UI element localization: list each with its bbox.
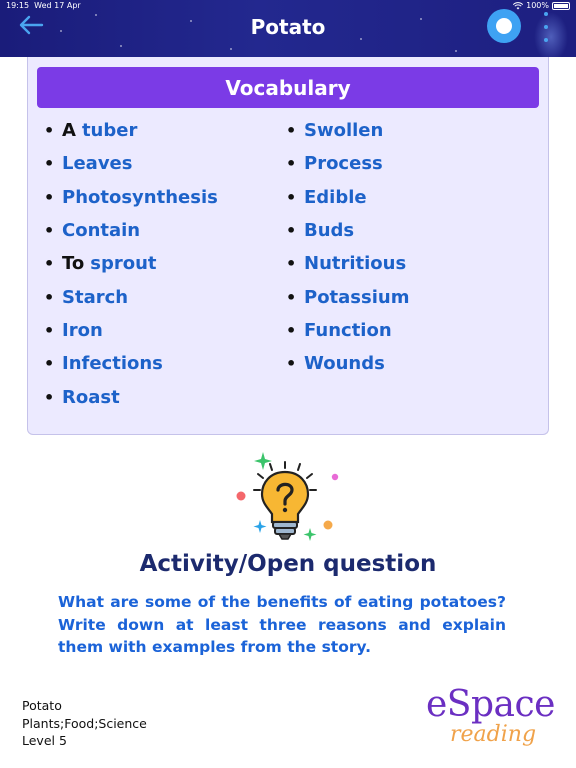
vocabulary-item: [44, 280, 218, 313]
vocabulary-prefix: To: [62, 253, 85, 275]
book-level: Level 5: [22, 733, 67, 748]
vocabulary-item: [44, 314, 218, 347]
vocabulary-item: [286, 214, 409, 247]
bullet-icon: •: [286, 254, 297, 274]
bullet-icon: •: [286, 287, 297, 307]
book-title: Potato: [22, 698, 62, 713]
bullet-icon: •: [44, 387, 55, 407]
vocabulary-item: [44, 147, 218, 180]
more-vertical-icon[interactable]: [540, 12, 552, 42]
status-bar: [0, 0, 576, 12]
vocabulary-item: [286, 280, 409, 313]
vocabulary-item: [286, 247, 409, 280]
vocabulary-word[interactable]: Starch: [62, 286, 129, 308]
vocabulary-word[interactable]: Contain: [62, 220, 141, 242]
record-icon: [496, 18, 512, 34]
vocabulary-word[interactable]: Swollen: [304, 120, 384, 142]
vocabulary-word[interactable]: Leaves: [62, 153, 133, 175]
lightbulb-question-icon: [230, 448, 350, 548]
bullet-icon: •: [44, 121, 55, 141]
vocabulary-word[interactable]: sprout: [90, 253, 157, 275]
vocabulary-prefix: A: [62, 120, 76, 142]
bullet-icon: •: [286, 320, 297, 340]
record-button[interactable]: [487, 9, 521, 43]
vocabulary-item: [286, 181, 409, 214]
vocabulary-item: [286, 347, 409, 380]
bullet-icon: •: [44, 187, 55, 207]
bullet-icon: •: [44, 254, 55, 274]
vocabulary-word[interactable]: Buds: [304, 220, 355, 242]
vocabulary-item: [44, 247, 218, 280]
vocabulary-item: [44, 380, 218, 413]
vocabulary-word[interactable]: Process: [304, 153, 383, 175]
vocabulary-item: [286, 147, 409, 180]
bullet-icon: •: [44, 154, 55, 174]
bullet-icon: •: [44, 354, 55, 374]
bullet-icon: •: [44, 287, 55, 307]
bullet-icon: •: [286, 221, 297, 241]
vocabulary-item: [44, 114, 218, 147]
bullet-icon: •: [286, 187, 297, 207]
vocabulary-item: [44, 347, 218, 380]
bullet-icon: •: [44, 221, 55, 241]
battery-icon: [552, 2, 570, 10]
vocabulary-word[interactable]: Potassium: [304, 286, 410, 308]
book-categories: Plants;Food;Science: [22, 715, 147, 731]
vocabulary-word[interactable]: Photosynthesis: [62, 186, 218, 208]
battery-percent: 100%: [526, 1, 549, 10]
vocabulary-word[interactable]: Iron: [62, 319, 103, 341]
vocabulary-list-right: [286, 114, 409, 380]
vocabulary-word[interactable]: Infections: [62, 353, 163, 375]
bullet-icon: •: [286, 354, 297, 374]
logo-sub: reading: [450, 722, 537, 747]
wifi-icon: [513, 2, 523, 10]
vocabulary-word[interactable]: Nutritious: [304, 253, 407, 275]
page-title: Potato: [250, 15, 326, 39]
activity-title: Activity/Open question: [139, 551, 437, 577]
vocabulary-list-left: [44, 114, 218, 414]
book-info: [22, 697, 147, 750]
bullet-icon: •: [286, 121, 297, 141]
vocabulary-word[interactable]: Function: [304, 319, 392, 341]
vocabulary-item: [286, 114, 409, 147]
vocabulary-word[interactable]: Wounds: [304, 353, 385, 375]
status-right: [513, 1, 570, 10]
logo-brand: eSpace: [426, 684, 555, 725]
vocabulary-word[interactable]: tuber: [81, 120, 138, 142]
vocabulary-item: [286, 314, 409, 347]
vocabulary-word[interactable]: Edible: [304, 186, 367, 208]
activity-question: What are some of the benefits of eating potatoes? Write down at least three reasons and explain them with examples from the story.: [58, 593, 506, 656]
status-time: 19:15 Wed 17 Apr: [6, 1, 81, 10]
espace-reading-logo: [426, 684, 556, 764]
vocabulary-heading: Vocabulary: [37, 67, 539, 108]
bullet-icon: •: [44, 320, 55, 340]
vocabulary-item: [44, 181, 218, 214]
vocabulary-item: [44, 214, 218, 247]
bullet-icon: •: [286, 154, 297, 174]
top-bar: [0, 0, 576, 57]
vocabulary-word[interactable]: Roast: [62, 386, 120, 408]
